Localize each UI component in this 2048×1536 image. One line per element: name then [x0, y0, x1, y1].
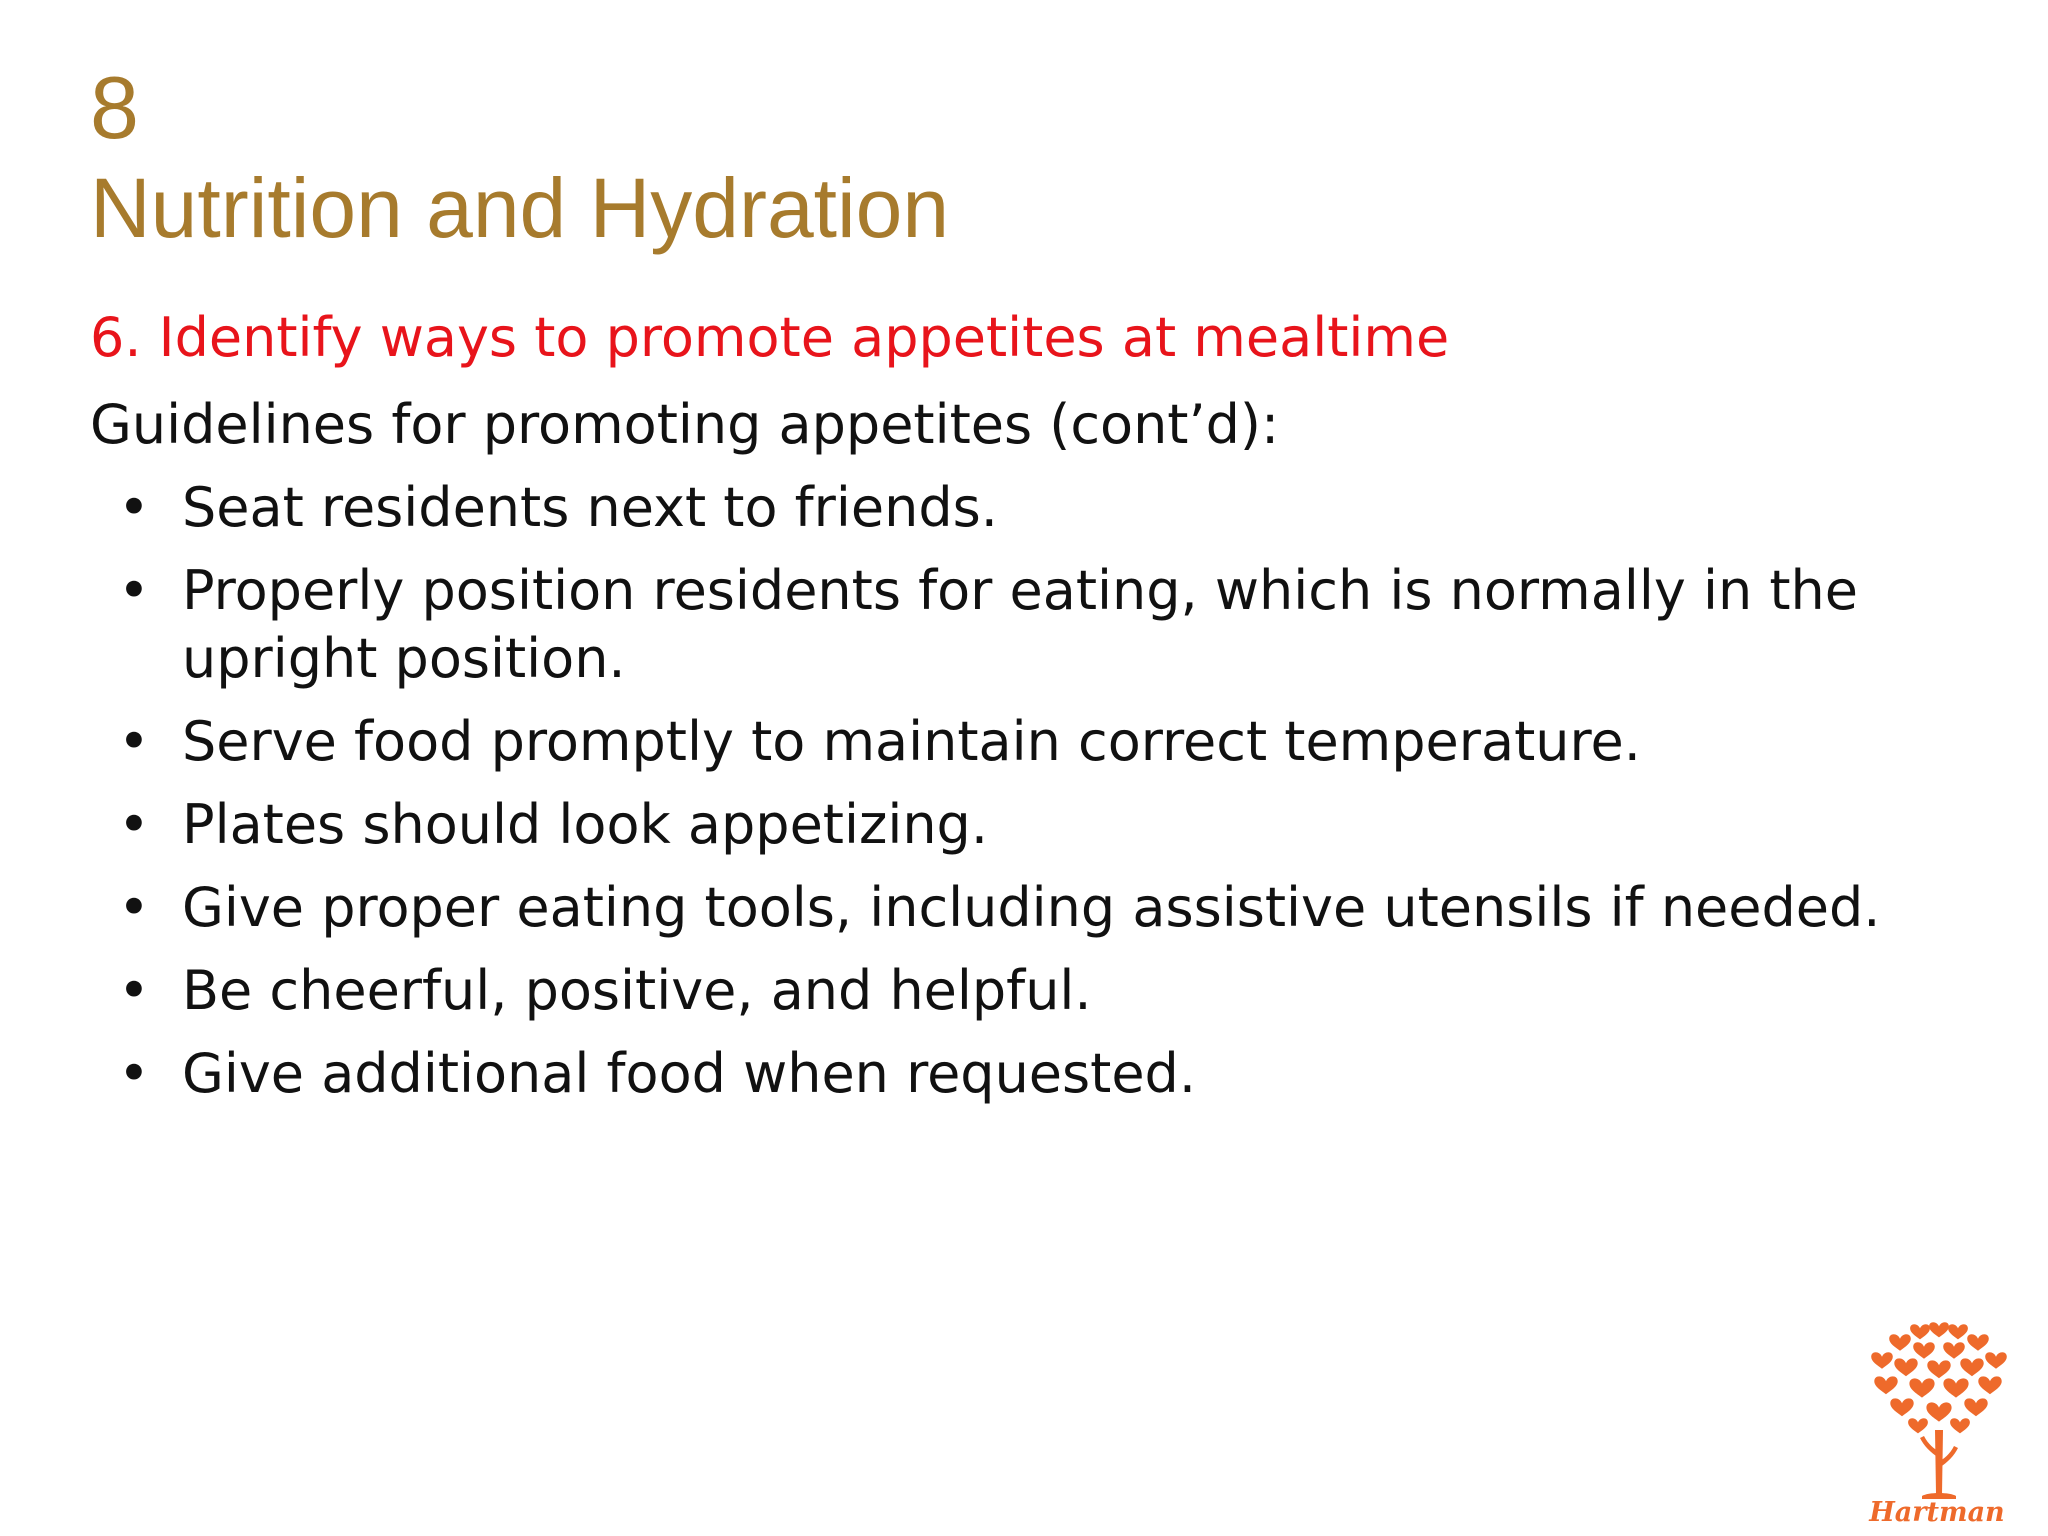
list-item [0, 474, 2002, 542]
list-item [0, 957, 2002, 1025]
list-item [0, 791, 2002, 859]
guidelines-list [0, 474, 2048, 1123]
bullet-icon: • [118, 959, 150, 1022]
hartman-logo [1862, 1318, 2012, 1528]
bullet-icon: • [118, 710, 150, 773]
list-item-text: Give proper eating tools, including assistive utensils if needed. [182, 876, 1881, 939]
heart-tree-icon [1871, 1322, 2007, 1499]
chapter-title: Nutrition and Hydration [90, 161, 950, 255]
list-item [0, 1040, 2002, 1108]
list-item [0, 557, 2002, 693]
list-item-text: Plates should look appetizing. [182, 793, 988, 856]
chapter-number: 8 [90, 58, 139, 157]
list-item-text: Seat residents next to friends. [182, 476, 998, 539]
bullet-icon: • [118, 793, 150, 856]
bullet-icon: • [118, 876, 150, 939]
list-item-text: Give additional food when requested. [182, 1042, 1197, 1105]
hartman-logo-text: Hartman [1869, 1497, 2005, 1528]
guidelines-intro: Guidelines for promoting appetites (cont’d): [90, 393, 1280, 456]
list-item-text: Serve food promptly to maintain correct temperature. [182, 710, 1641, 773]
list-item-text: Be cheerful, positive, and helpful. [182, 959, 1092, 1022]
learning-objective: 6. Identify ways to promote appetites at mealtime [90, 306, 1450, 369]
bullet-icon: • [118, 476, 150, 539]
list-item [0, 708, 2002, 776]
list-item-text: Properly position residents for eating, which is normally in the upright position. [182, 559, 1858, 690]
bullet-icon: • [118, 1042, 150, 1105]
list-item [0, 874, 2002, 942]
bullet-icon: • [118, 559, 150, 622]
